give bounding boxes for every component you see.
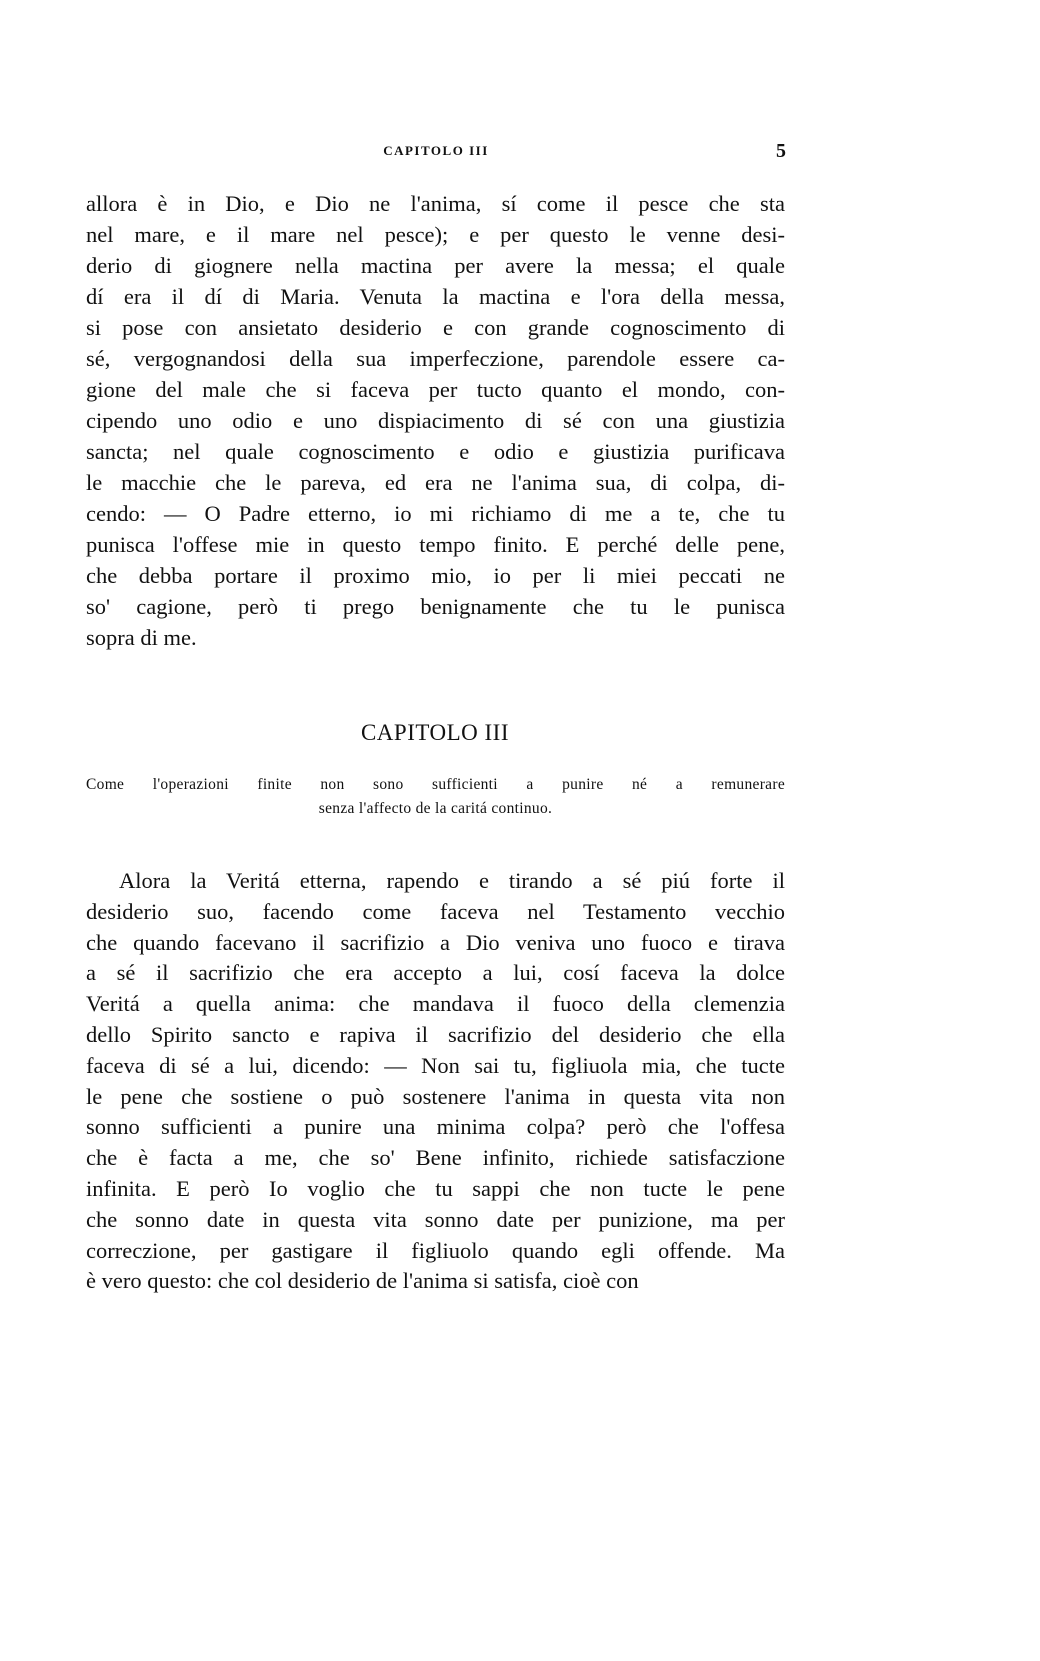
text-line: Alora la Veritá etterna, rapendo e tirando a sé piú forte il [119, 868, 785, 893]
text-line: correczione, per gastigare il figliuolo quando egli offende. Ma [86, 1237, 785, 1263]
text-line: cipendo uno odio e uno dispiacimento di sé con una giustizia [86, 408, 785, 433]
text-line: infinita. E però Io voglio che tu sappi che non tucte le pene [86, 1175, 785, 1201]
text-line: le pene che sostiene o può sostenere l'anima in questa vita non [86, 1083, 785, 1109]
subtitle-line: senza l'affecto de la caritá continuo. [318, 800, 553, 817]
paragraph-2 [86, 866, 785, 1297]
text-line: è vero questo: che col desiderio de l'anima si satisfa, cioè con [86, 1268, 639, 1294]
text-line: cendo: — O Padre etterno, io mi richiamo di me a te, che tu [86, 501, 785, 526]
text-line: Veritá a quella anima: che mandava il fuoco della clemenzia [86, 991, 785, 1017]
paragraph-1 [86, 188, 785, 653]
text-line: dí era il dí di Maria. Venuta la mactina e l'ora della messa, [86, 284, 785, 309]
text-line: sancta; nel quale cognoscimento e odio e giustizia purificava [86, 439, 785, 464]
text-line: sé, vergognandosi della sua imperfeczione, parendole essere ca- [86, 346, 785, 371]
text-line: derio di giognere nella mactina per avere la messa; el quale [86, 253, 785, 278]
running-header [86, 140, 786, 162]
text-line: gione del male che si faceva per tucto quanto el mondo, con- [86, 377, 785, 402]
chapter-subtitle [86, 773, 785, 821]
text-line: allora è in Dio, e Dio ne l'anima, sí come il pesce che sta [86, 191, 785, 216]
text-line: sonno sufficienti a punire una minima colpa? però che l'offesa [86, 1114, 785, 1140]
running-header-title: CAPITOLO III [383, 143, 489, 158]
text-line: che debba portare il proximo mio, io per li miei peccati ne [86, 563, 785, 588]
text-line: so' cagione, però ti prego benignamente che tu le punisca [86, 594, 785, 619]
text-line: che sonno date in questa vita sonno date per punizione, ma per [86, 1206, 785, 1232]
text-line: desiderio suo, facendo come faceva nel Testamento vecchio [86, 898, 785, 924]
text-line: nel mare, e il mare nel pesce); e per questo le venne desi- [86, 222, 785, 247]
subtitle-line: Come l'operazioni finite non sono sufficienti a punire né a remunerare [86, 776, 785, 793]
text-line: a sé il sacrifizio che era accepto a lui, cosí faceva la dolce [86, 960, 785, 986]
text-line: punisca l'offese mie in questo tempo finito. E perché delle pene, [86, 532, 785, 557]
text-line: si pose con ansietato desiderio e con grande cognoscimento di [86, 315, 785, 340]
text-line: faceva di sé a lui, dicendo: — Non sai tu, figliuola mia, che tucte [86, 1052, 785, 1078]
text-line: le macchie che le pareva, ed era ne l'anima sua, di colpa, di- [86, 470, 785, 495]
text-line: che quando facevano il sacrifizio a Dio veniva uno fuoco e tirava [86, 929, 785, 955]
text-line: sopra di me. [86, 625, 197, 650]
text-line: che è facta a me, che so' Bene infinito, richiede satisfaczione [86, 1145, 785, 1171]
text-line: dello Spirito sancto e rapiva il sacrifizio del desiderio che ella [86, 1021, 785, 1047]
page-number: 5 [776, 140, 786, 162]
chapter-title: CAPITOLO III [360, 720, 510, 745]
